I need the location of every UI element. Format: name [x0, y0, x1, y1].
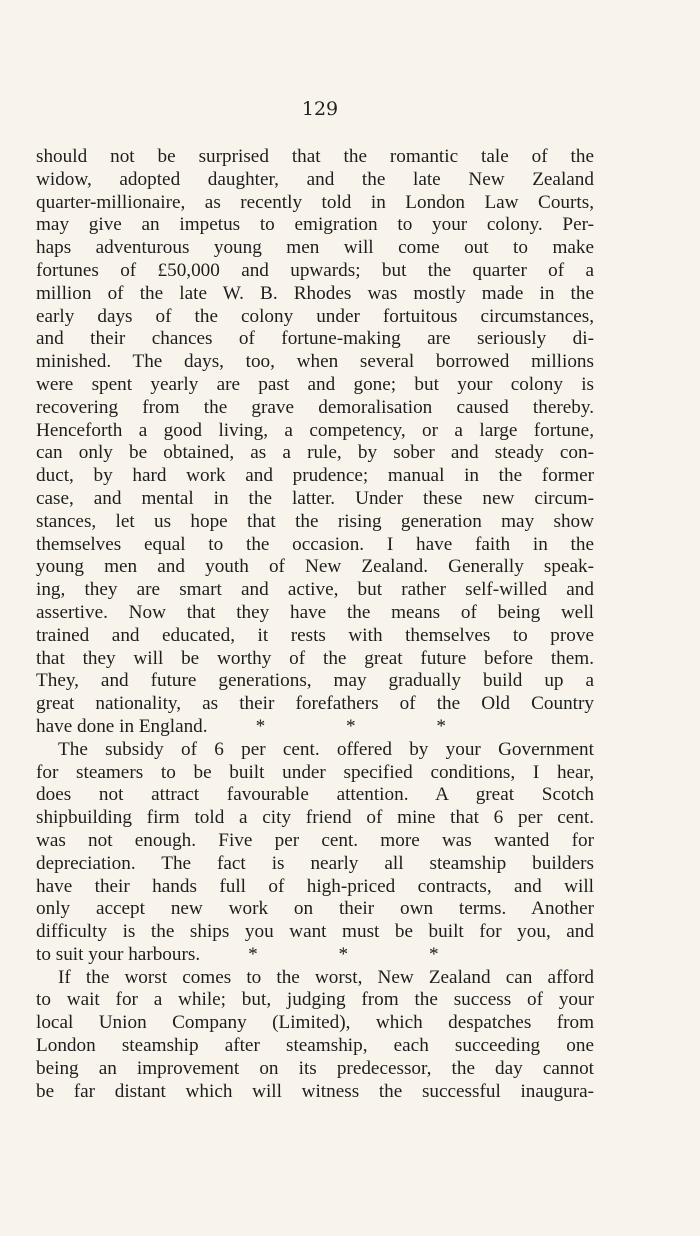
text-line: London steamship after steamship, each succeeding one — [36, 1035, 594, 1057]
text-line-last — [36, 716, 594, 739]
text-line: recovering from the grave demoralisation caused thereby. — [36, 396, 594, 418]
text-line: young men and youth of New Zealand. Generally speak- — [36, 556, 594, 578]
text-line: great nationality, as their forefathers of the Old Country — [36, 693, 594, 715]
text-line: have their hands full of high-priced contracts, and will — [36, 875, 594, 897]
text-line: can only be obtained, as a rule, by sober and steady con- — [36, 442, 594, 464]
text-line: difficulty is the ships you want must be built for you, and — [36, 921, 594, 943]
text-line: million of the late W. B. Rhodes was mostly made in the — [36, 282, 594, 304]
line-text: to suit your harbours. — [36, 943, 201, 965]
text-line: They, and future generations, may gradually build up a — [36, 670, 594, 692]
text-line: widow, adopted daughter, and the late New Zealand — [36, 168, 594, 190]
text-line-last — [36, 944, 594, 967]
text-line: trained and educated, it rests with themselves to prove — [36, 624, 594, 646]
text-line: minished. The days, too, when several borrowed millions — [36, 351, 594, 373]
text-line: should not be surprised that the romantic tale of the — [36, 146, 594, 167]
text-line: be far distant which will witness the successful inaugura- — [36, 1080, 594, 1102]
text-line: haps adventurous young men will come out to make — [36, 237, 594, 259]
text-line: assertive. Now that they have the means of being well — [36, 601, 594, 623]
text-line: depreciation. The fact is nearly all steamship builders — [36, 852, 594, 874]
line-text: have done in England. — [36, 715, 208, 737]
text-line: quarter-millionaire, as recently told in London Law Courts, — [36, 191, 594, 213]
text-line: were spent yearly are past and gone; but your colony is — [36, 373, 594, 395]
page-number: 129 — [301, 98, 339, 120]
text-line: ing, they are smart and active, but rather self-willed and — [36, 579, 594, 601]
text-line: to wait for a while; but, judging from the success of your — [36, 989, 594, 1011]
text-line: being an improvement on its predecessor, the day cannot — [36, 1057, 594, 1079]
text-line: that they will be worthy of the great future before them. — [36, 647, 594, 669]
text-line: does not attract favourable attention. A great Scotch — [36, 784, 594, 806]
section-break-stars: * * * — [255, 715, 484, 737]
text-line: case, and mental in the latter. Under these new circum- — [36, 487, 594, 509]
section-break-stars: * * * — [248, 943, 477, 965]
text-line: shipbuilding firm told a city friend of mine that 6 per cent. — [36, 807, 594, 829]
text-line: local Union Company (Limited), which despatches from — [36, 1012, 594, 1034]
text-line: duct, by hard work and prudence; manual in the former — [36, 465, 594, 487]
text-line: only accept new work on their own terms. Another — [36, 898, 594, 920]
text-line: The subsidy of 6 per cent. offered by your Government — [58, 738, 594, 760]
text-line: may give an impetus to emigration to your colony. Per- — [36, 214, 594, 236]
text-line: was not enough. Five per cent. more was wanted for — [36, 829, 594, 851]
text-line: and their chances of fortune-making are seriously di- — [36, 328, 594, 350]
text-line: themselves equal to the occasion. I have faith in the — [36, 533, 594, 555]
body-text — [36, 146, 594, 1103]
text-line: stances, let us hope that the rising generation may show — [36, 510, 594, 532]
text-line: early days of the colony under fortuitous circumstances, — [36, 305, 594, 327]
text-line: If the worst comes to the worst, New Zealand can afford — [58, 966, 594, 988]
text-line: for steamers to be built under specified conditions, I hear, — [36, 761, 594, 783]
text-line: Henceforth a good living, a competency, or a large fortune, — [36, 419, 594, 441]
text-line: fortunes of £50,000 and upwards; but the quarter of a — [36, 259, 594, 281]
